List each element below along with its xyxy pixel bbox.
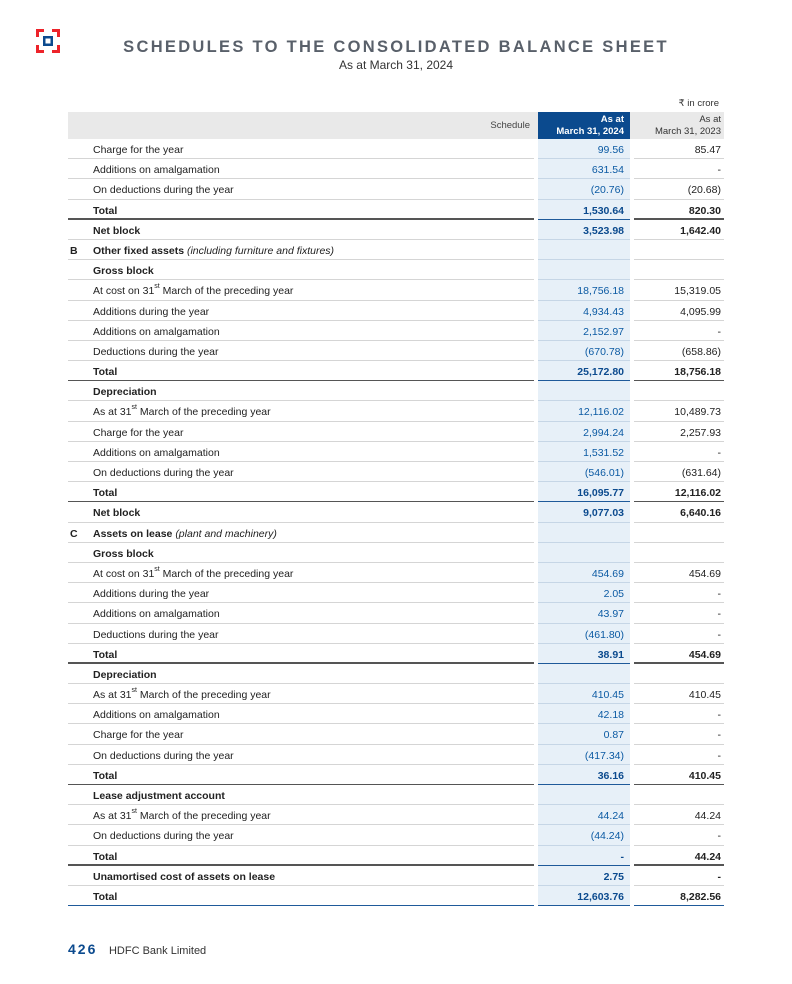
table-row xyxy=(68,866,724,886)
row-label xyxy=(93,184,234,196)
current-year-value: 2,152.97 xyxy=(583,325,624,338)
row-label-text: Charge for the year xyxy=(93,426,184,439)
current-year-cell-bg xyxy=(538,543,630,563)
row-label xyxy=(93,750,234,762)
footer-company-name: HDFC Bank Limited xyxy=(108,945,207,957)
current-year-value: 0.87 xyxy=(603,729,624,742)
current-year-cell-bg xyxy=(538,523,630,543)
current-year-value: 25,172.80 xyxy=(577,366,624,379)
row-label xyxy=(93,790,225,802)
current-year-value: (44.24) xyxy=(590,830,624,843)
row-label-text: Assets on lease xyxy=(93,527,173,540)
row-label-text: Gross block xyxy=(93,547,154,560)
current-year-column-header xyxy=(538,112,630,139)
row-label-text: Unamortised cost of assets on lease xyxy=(93,870,276,883)
row-label-text: At cost on 31 xyxy=(93,285,155,298)
current-year-value: 4,934.43 xyxy=(583,305,624,318)
table-row xyxy=(68,745,724,765)
row-label-text: On deductions during the year xyxy=(93,749,234,762)
row-label xyxy=(93,507,140,519)
table-row xyxy=(68,159,724,179)
table-row xyxy=(68,200,724,220)
row-label-note: (plant and machinery) xyxy=(175,527,277,540)
row-label xyxy=(93,770,117,782)
current-year-value: 12,603.76 xyxy=(577,890,624,903)
current-year-value: (546.01) xyxy=(584,467,624,479)
previous-year-value: - xyxy=(717,446,721,459)
current-year-value: 43.97 xyxy=(597,608,624,621)
row-label-text: On deductions during the year xyxy=(93,184,234,197)
row-label xyxy=(93,669,157,681)
previous-year-value: - xyxy=(717,164,721,177)
previous-year-value: 454.69 xyxy=(688,567,721,580)
row-label-text: Deductions during the year xyxy=(93,345,219,358)
row-label xyxy=(93,144,183,156)
table-row xyxy=(68,563,724,583)
row-label-text: Deductions during the year xyxy=(93,628,219,641)
row-label xyxy=(93,871,275,883)
table-row xyxy=(68,583,724,603)
row-divider-prev xyxy=(634,905,724,907)
table-row xyxy=(68,260,724,280)
table-row xyxy=(68,139,724,159)
row-label-text: Charge for the year xyxy=(93,729,184,742)
row-label-text: On deductions during the year xyxy=(93,467,234,479)
row-label-text: On deductions during the year xyxy=(93,830,234,843)
table-row xyxy=(68,765,724,785)
table-row xyxy=(68,422,724,442)
previous-year-value: - xyxy=(717,830,721,843)
previous-year-value: 820.30 xyxy=(688,204,721,217)
row-label-text: Lease adjustment account xyxy=(93,790,225,802)
row-label-text: Charge for the year xyxy=(93,144,184,156)
current-year-value: 2.75 xyxy=(603,870,624,883)
table-header xyxy=(68,112,724,139)
previous-year-value: 12,116.02 xyxy=(674,487,721,500)
previous-year-value: 10,489.73 xyxy=(674,406,721,419)
previous-year-value: 8,282.56 xyxy=(680,890,721,903)
table-row xyxy=(68,321,724,341)
row-label xyxy=(93,629,219,641)
row-label-rest: March of the preceding year xyxy=(159,567,294,580)
row-divider xyxy=(68,905,534,907)
row-label-text: Total xyxy=(93,769,118,782)
previous-year-value: (631.64) xyxy=(681,467,721,479)
table-row xyxy=(68,886,724,906)
schedule-table xyxy=(68,112,724,906)
table-row xyxy=(68,603,724,623)
table-row xyxy=(68,502,724,522)
row-label xyxy=(93,164,220,176)
table-row xyxy=(68,846,724,866)
current-year-value: 36.16 xyxy=(597,769,624,782)
row-label-text: Depreciation xyxy=(93,386,157,399)
row-label xyxy=(93,608,220,620)
section-marker: B xyxy=(70,244,78,257)
row-label-text: Net block xyxy=(93,507,141,520)
row-label-superscript: st xyxy=(131,808,137,816)
current-year-cell-bg xyxy=(538,260,630,280)
table-row xyxy=(68,462,724,482)
current-year-value: 9,077.03 xyxy=(583,507,624,520)
previous-year-value: - xyxy=(717,588,721,601)
current-year-value: 1,531.52 xyxy=(583,446,624,459)
previous-year-value: - xyxy=(717,628,721,641)
row-label xyxy=(93,366,117,378)
row-label-text: Additions on amalgamation xyxy=(93,325,220,338)
row-label-text: Gross block xyxy=(93,265,154,278)
table-row xyxy=(68,442,724,462)
current-year-cell-bg xyxy=(538,785,630,805)
row-label-superscript: st xyxy=(154,283,160,291)
previous-year-value: 15,319.05 xyxy=(674,285,721,298)
row-label-rest: March of the preceding year xyxy=(136,406,271,419)
page-number: 426 xyxy=(68,941,98,957)
table-row xyxy=(68,381,724,401)
previous-year-value: 2,257.93 xyxy=(680,426,721,439)
previous-year-value: - xyxy=(717,729,721,742)
row-label xyxy=(93,205,117,217)
current-year-value: 99.56 xyxy=(597,144,624,156)
row-label xyxy=(93,565,294,580)
current-year-header-line2: March 31, 2024 xyxy=(556,126,624,137)
previous-year-value: 44.24 xyxy=(694,850,721,863)
table-row xyxy=(68,220,724,240)
table-row xyxy=(68,543,724,563)
previous-year-value: 18,756.18 xyxy=(674,366,721,379)
schedule-column-header: Schedule xyxy=(490,120,530,131)
page-subtitle: As at March 31, 2024 xyxy=(338,58,454,72)
table-row xyxy=(68,361,724,381)
current-year-value: 410.45 xyxy=(591,689,624,702)
previous-year-value: (658.86) xyxy=(681,345,721,358)
row-label-text: Total xyxy=(93,648,118,661)
table-row xyxy=(68,724,724,744)
previous-year-value: 44.24 xyxy=(694,810,721,823)
table-row xyxy=(68,179,724,199)
row-label-text: Additions on amalgamation xyxy=(93,164,220,177)
row-label-rest: March of the preceding year xyxy=(136,689,271,702)
row-label-text: Additions on amalgamation xyxy=(93,446,220,459)
table-row xyxy=(68,401,724,421)
row-label xyxy=(93,467,234,479)
current-year-value: (20.76) xyxy=(590,184,624,197)
previous-year-value: - xyxy=(717,749,721,762)
current-year-value: (670.78) xyxy=(584,345,624,358)
row-label xyxy=(93,689,271,701)
previous-year-value: - xyxy=(717,325,721,338)
table-row xyxy=(68,644,724,664)
page-footer xyxy=(68,941,206,957)
row-label xyxy=(93,265,154,277)
row-label xyxy=(93,851,117,863)
row-label-text: As at 31 xyxy=(93,689,132,702)
previous-year-value: 410.45 xyxy=(688,689,721,702)
row-label-rest: March of the preceding year xyxy=(136,810,271,823)
row-label xyxy=(93,649,117,661)
previous-year-value: 410.45 xyxy=(688,769,721,782)
row-label xyxy=(93,447,220,459)
row-label xyxy=(93,406,271,418)
row-label xyxy=(93,548,154,560)
row-label xyxy=(93,891,117,903)
table-row xyxy=(68,523,724,543)
previous-year-value: - xyxy=(717,870,721,883)
current-year-value: 3,523.98 xyxy=(583,224,624,237)
row-label xyxy=(93,386,157,398)
previous-year-column-header xyxy=(634,112,724,139)
row-label xyxy=(93,528,277,540)
row-label xyxy=(93,830,234,842)
current-year-value: 2,994.24 xyxy=(583,426,624,439)
row-label-text: Additions during the year xyxy=(93,588,210,601)
currency-unit-label: ₹ in crore xyxy=(678,98,719,109)
row-label-text: Additions during the year xyxy=(93,305,210,318)
previous-year-value: 454.69 xyxy=(688,648,721,661)
row-label-text: Total xyxy=(93,850,118,863)
row-label-text: Total xyxy=(93,204,118,217)
row-label xyxy=(93,346,219,358)
row-label-text: As at 31 xyxy=(93,810,132,823)
section-marker: C xyxy=(70,527,78,540)
current-year-value: 454.69 xyxy=(591,567,624,580)
table-row xyxy=(68,785,724,805)
table-row xyxy=(68,482,724,502)
table-row xyxy=(68,684,724,704)
page-title: SCHEDULES TO THE CONSOLIDATED BALANCE SHEET xyxy=(123,38,669,56)
row-label xyxy=(93,487,117,499)
previous-year-value: - xyxy=(717,709,721,722)
row-label-rest: March of the preceding year xyxy=(159,285,294,298)
current-year-value: 2.05 xyxy=(603,588,624,601)
current-year-value: 1,530.64 xyxy=(583,204,624,217)
previous-year-value: 85.47 xyxy=(694,144,721,156)
current-year-cell-bg xyxy=(538,240,630,260)
row-label xyxy=(93,285,293,297)
row-label-text: Total xyxy=(93,487,118,500)
current-year-value: 631.54 xyxy=(591,164,624,177)
table-row xyxy=(68,624,724,644)
row-label-text: As at 31 xyxy=(93,406,132,419)
current-year-value: 18,756.18 xyxy=(577,285,624,298)
table-row xyxy=(68,805,724,825)
table-row xyxy=(68,240,724,260)
row-label xyxy=(93,225,140,237)
table-row xyxy=(68,301,724,321)
current-year-value: 12,116.02 xyxy=(578,406,624,419)
current-year-value: 38.91 xyxy=(597,648,624,661)
row-label xyxy=(93,326,220,338)
row-label-text: Additions on amalgamation xyxy=(93,608,220,621)
previous-year-value: (20.68) xyxy=(687,184,721,197)
row-label xyxy=(93,245,334,257)
previous-year-value: 1,642.40 xyxy=(680,224,721,237)
row-label-text: Total xyxy=(93,890,118,903)
previous-year-header-line1: As at xyxy=(699,114,721,125)
table-row xyxy=(68,280,724,300)
row-label-text: Other fixed assets xyxy=(93,244,185,257)
previous-year-value: - xyxy=(717,608,721,621)
current-year-cell-bg xyxy=(538,664,630,684)
row-label-superscript: st xyxy=(154,565,160,573)
row-label-superscript: st xyxy=(131,404,137,412)
current-year-header-line1: As at xyxy=(600,114,624,125)
row-label-text: At cost on 31 xyxy=(93,567,155,580)
row-label-text: Additions on amalgamation xyxy=(93,709,220,722)
current-year-cell-bg xyxy=(538,381,630,401)
row-label-text: Total xyxy=(93,366,118,379)
row-label-superscript: st xyxy=(131,687,137,695)
current-year-value: (461.80) xyxy=(584,628,624,641)
table-row xyxy=(68,704,724,724)
previous-year-value: 4,095.99 xyxy=(680,305,721,318)
current-year-value: 16,095.77 xyxy=(577,487,624,500)
previous-year-header-line2: March 31, 2023 xyxy=(654,126,721,137)
row-label xyxy=(93,810,271,822)
row-label-text: Depreciation xyxy=(93,668,157,681)
current-year-value: (417.34) xyxy=(584,749,624,762)
current-year-value: 44.24 xyxy=(597,810,624,823)
current-year-value: 42.18 xyxy=(597,709,624,722)
row-label xyxy=(93,709,220,721)
row-label xyxy=(93,588,209,600)
row-label-text: Net block xyxy=(93,224,141,237)
previous-year-value: 6,640.16 xyxy=(680,507,721,520)
table-row xyxy=(68,664,724,684)
table-body xyxy=(68,139,724,906)
table-row xyxy=(68,825,724,845)
table-row xyxy=(68,341,724,361)
current-year-value: - xyxy=(620,850,624,863)
row-label xyxy=(93,729,183,741)
row-label xyxy=(93,427,183,439)
row-label xyxy=(93,306,209,318)
row-label-note: (including furniture and fixtures) xyxy=(186,244,335,257)
